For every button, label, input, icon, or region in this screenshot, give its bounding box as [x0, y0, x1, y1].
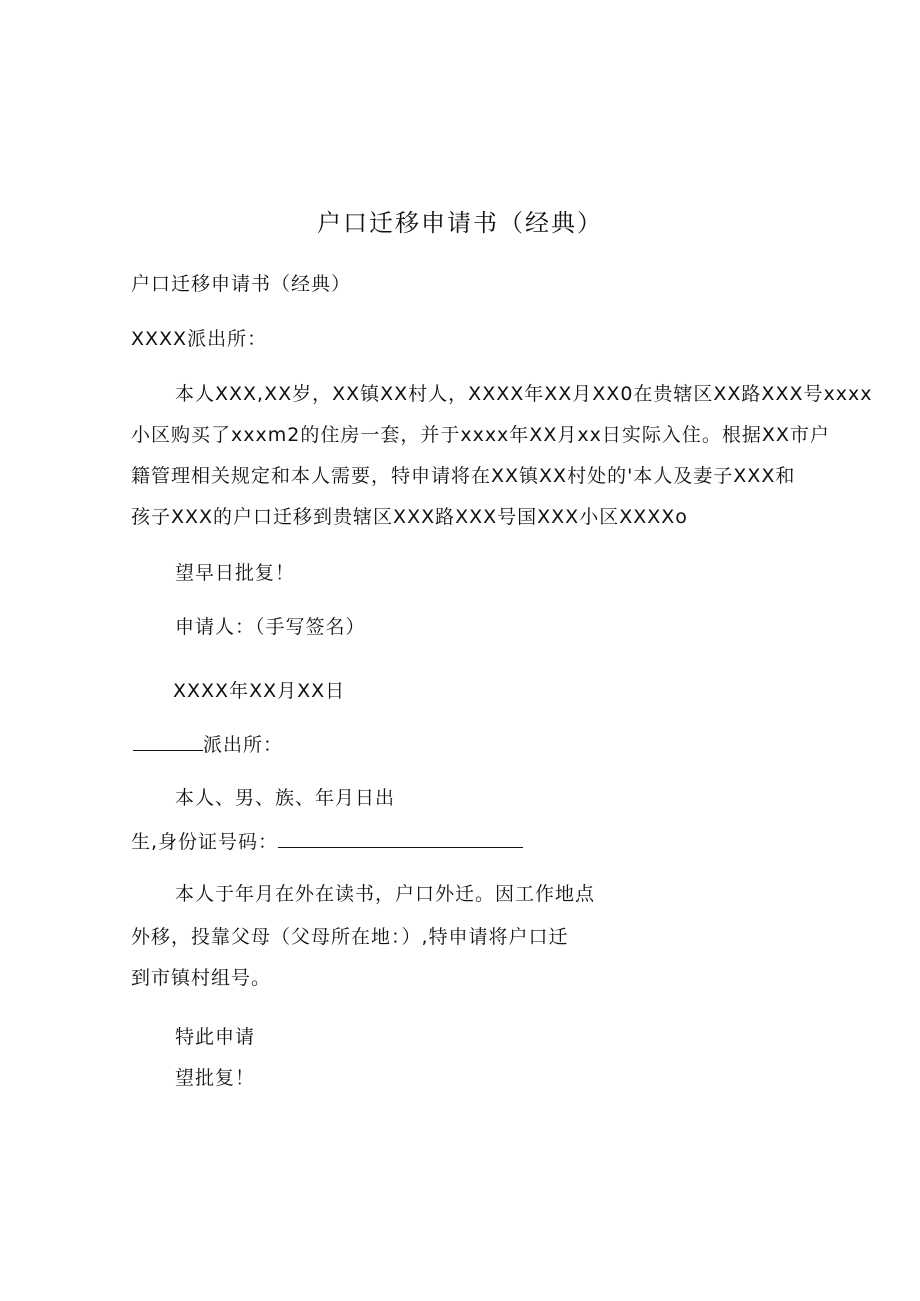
document-title: 户口迁移申请书（经典） [317, 209, 603, 237]
subtitle: 户口迁移申请书（经典） [131, 273, 352, 295]
reason-line-2: 外移，投靠父母（父母所在地：）,特申请将户口迁 [131, 926, 569, 948]
addressee-2 [133, 732, 283, 757]
body-line-3: 籍管理相关规定和本人需要，特申请将在XX镇XX村处的'本人及妻子XXX和 [131, 465, 796, 487]
date-line: XXXX年XX月XX日 [173, 680, 346, 702]
closing-line-1: 特此申请 [175, 1026, 256, 1048]
body-line-2: 小区购买了xxxm2的住房一套，并于xxxx年XX月xx日实际入住。根据XX市户 [131, 424, 830, 446]
closing-line-2: 望批复！ [175, 1067, 256, 1089]
applicant-line: 申请人：（手写签名） [175, 616, 366, 638]
reason-line-3: 到市镇村组号。 [131, 967, 272, 989]
id-number-label: 生,身份证号码： [131, 831, 279, 853]
id-number-blank [278, 829, 523, 848]
body-line-4: 孩子XXX的户口迁移到贵辖区XXX路XXX号国XXX小区XXXXo [131, 506, 688, 528]
addressee-2-text: 派出所： [203, 734, 284, 756]
reason-line-1: 本人于年月在外在读书，户口外迁。因工作地点 [175, 883, 596, 905]
body-line-1: 本人XXX,XX岁，XX镇XX村人，XXXX年XX月XX0在贵辖区XX路XXX号xxxx [175, 383, 873, 405]
request-line: 望早日批复！ [175, 562, 296, 584]
personal-info-line-1: 本人、男、族、年月日出 [175, 787, 396, 809]
personal-info-line-2 [131, 829, 523, 854]
addressee-1: XXXX派出所： [131, 328, 268, 350]
addressee-blank [133, 732, 203, 751]
